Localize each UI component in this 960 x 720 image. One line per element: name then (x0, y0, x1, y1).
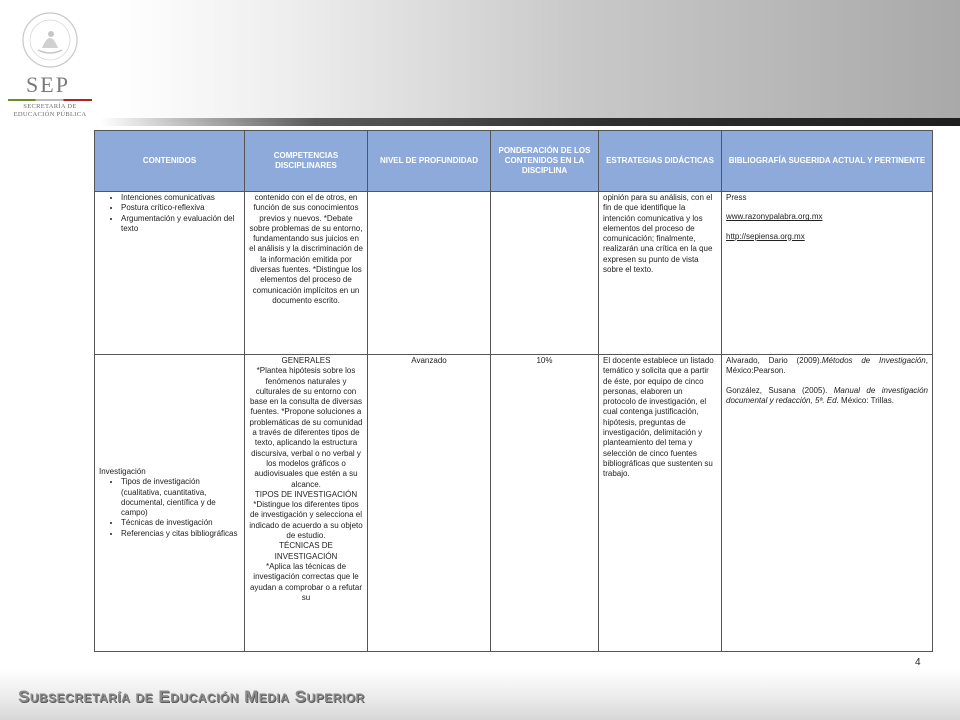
competencias-heading: GENERALES (281, 356, 331, 365)
cell-bibliografia (722, 192, 933, 355)
national-seal-icon (20, 10, 80, 70)
list-item: • Argumentación y evaluación del texto (121, 214, 240, 235)
page-number: 4 (915, 657, 921, 668)
col-header-competencias: COMPETENCIAS DISCIPLINARES (245, 131, 368, 192)
cell-contenidos (95, 355, 245, 652)
table-row (95, 192, 933, 355)
bib-title: Manual de investigación documental y redacción, 5ª. Ed. (726, 385, 928, 405)
cell-nivel: Avanzado (368, 355, 491, 652)
cell-nivel (368, 192, 491, 355)
sep-subtitle-line2: EDUCACIÓN PÚBLICA (13, 110, 87, 118)
header-divider (100, 118, 960, 126)
list-item: • Referencias y citas bibliográficas (121, 529, 240, 539)
competencias-text: *Plantea hipótesis sobre los fenómenos naturales y culturales de su entorno con base en la consulta de diversas fuentes. *Propone soluciones a problemáticas de su comunidad a través de diferentes tipos de texto, aplicando la estructura discursiva, verbal o no verbal y los modelos gráficos o audiovisuales que estén a su alcance. (249, 366, 363, 489)
bibliography-link[interactable]: www.razonypalabra.org.mx (726, 212, 823, 222)
cell-contenidos (95, 192, 245, 355)
bibliography-entry (726, 356, 928, 377)
col-header-contenidos: CONTENIDOS (95, 131, 245, 192)
document-page (92, 126, 937, 650)
bib-publisher: , México:Pearson. (726, 356, 928, 376)
bib-publisher: México: Trillas. (838, 395, 894, 405)
col-header-estrategias: ESTRATEGIAS DIDÁCTICAS (599, 131, 722, 192)
cell-competencias (245, 355, 368, 652)
sep-color-rule (8, 99, 92, 101)
contenidos-list (99, 477, 240, 539)
curriculum-table (94, 130, 933, 652)
footer-bar (0, 670, 960, 720)
contenidos-title: Investigación (99, 466, 146, 476)
bibliography-link[interactable]: http://sepiensa.org.mx (726, 231, 805, 241)
competencias-text: *Distingue los diferentes tipos de investigación y selecciona el indicado de acuerdo a su objeto de estudio. (249, 500, 363, 541)
competencias-heading: TIPOS DE INVESTIGACIÓN (254, 489, 358, 499)
header-banner (0, 0, 960, 122)
list-item: • Técnicas de investigación (121, 518, 240, 528)
sep-wordmark: SEP (26, 72, 70, 97)
cell-ponderacion (491, 192, 599, 355)
sep-subtitle-line1: SECRETARÍA DE (23, 103, 77, 110)
cell-ponderacion: 10% (491, 355, 599, 652)
sep-logo (0, 0, 100, 122)
list-item: • Postura crítico-reflexiva (121, 203, 240, 213)
col-header-ponderacion: PONDERACIÓN DE LOS CONTENIDOS EN LA DISCIPLINA (491, 131, 599, 192)
bib-author: González, Susana (2005). (726, 385, 828, 395)
list-item: • Intenciones comunicativas (121, 193, 240, 203)
bib-author: Alvarado, Dario (2009). (726, 356, 822, 365)
footer-title: Subsecretaría de Educación Media Superior (18, 687, 365, 706)
col-header-nivel: NIVEL DE PROFUNDIDAD (368, 131, 491, 192)
table-header-row (95, 131, 933, 192)
table-row (95, 355, 933, 652)
contenidos-list (99, 193, 240, 234)
cell-competencias: contenido con el de otros, en función de sus conocimientos previos y nuevos. *Debate sobre problemas de su entorno, fundamentando sus juicios en el análisis y la discriminación de la información emitida por diversas fuentes. *Distingue los elementos del proceso de comunicación implícitos en un documento escrito. (245, 192, 368, 355)
bib-title: Métodos de Investigación (821, 356, 926, 365)
col-header-bibliografia: BIBLIOGRAFÍA SUGERIDA ACTUAL Y PERTINENTE (722, 131, 933, 192)
bibliography-entry (726, 386, 928, 407)
competencias-heading: TÉCNICAS DE INVESTIGACIÓN (274, 541, 338, 561)
cell-bibliografia (722, 355, 933, 652)
cell-estrategias: El docente establece un listado temático y solicita que a partir de éste, por equipo de cinco personas, elaboren un protocolo de investigación, el cual contenga justificación, hipótesis, preguntas de investigación, delimitación y planteamiento del tema y selección de cinco fuentes bibliográficas que sustenten su trabajo. (599, 355, 722, 652)
sep-subtitle (0, 103, 100, 118)
competencias-text: *Aplica las técnicas de investigación correctas que le ayudan a comprobar o a refutar su (249, 561, 363, 602)
cell-estrategias: opinión para su análisis, con el fin de que identifique la intención comunicativa y los elementos del proceso de comunicación; finalmente, realizarán una crítica en la que expresen su punto de vista sobre el texto. (599, 192, 722, 355)
list-item: • Tipos de investigación (cualitativa, cuantitativa, documental, científica y de campo) (121, 477, 240, 518)
bibliography-entry: Press (726, 193, 747, 202)
